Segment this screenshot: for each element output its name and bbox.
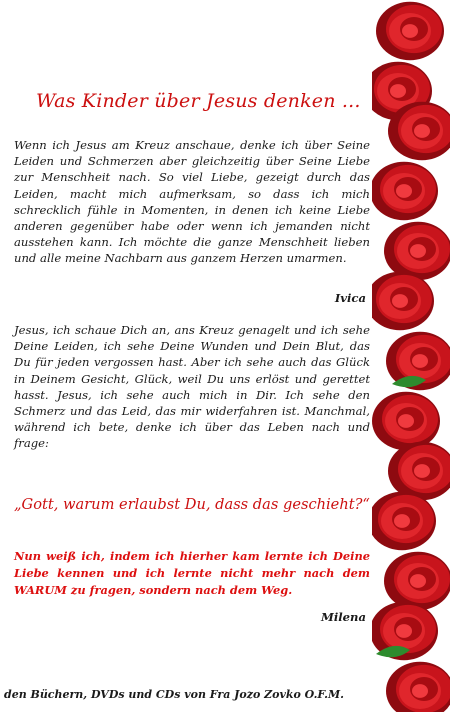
paragraph-milena: Jesus, ich schaue Dich an, ans Kreuz genagelt und ich sehe Deine Leiden, ich sehe Deine Wunden und Dein Blut, das Du für jeden vergossen hast. Aber ich sehe auch das Glück in Deinem Gesicht, Glück, weil Du uns erlöst und gerettet hasst. Jesus, ich sehe auch mich in Dir. Ich sehe den Schmerz und das Leid, das mir widerfahren ist. Manchmal, während ich bete, denke ich über das Leben nach und frage: xyxy=(14,323,370,451)
rose-icon xyxy=(372,492,436,550)
paragraph-ivica: Wenn ich Jesus am Kreuz anschaue, denke ich über Seine Leiden und Schmerzen aber gleichzeitig über Seine Liebe zur Menschheit nach. So viel Liebe, gezeigt durch das Leiden, macht mich aufmerksam, so dass ich mich schrecklich fühle in Momenten, in denen ich keine Liebe anderen gegenüber habe oder wenn ich jemanden nicht ausstehen kann. Ich möchte die ganze Menschheit lieben und alle meine Nachbarn aus ganzem Herzen umarmen. xyxy=(14,138,370,266)
rose-icon xyxy=(372,272,434,330)
footer-source: den Büchern, DVDs und CDs von Fra Jozo Zovko O.F.M. xyxy=(4,688,344,701)
rose-icon xyxy=(372,392,440,450)
rose-icon xyxy=(384,222,450,280)
rose-icon xyxy=(376,2,444,60)
signature-milena: Milena xyxy=(321,610,366,624)
rose-border-image xyxy=(372,0,450,712)
rose-icon xyxy=(388,442,450,500)
rose-icon xyxy=(384,552,450,610)
rose-icon xyxy=(386,662,450,712)
paragraph-red-emphasis: Nun weiß ich, indem ich hierher kam lernte ich Deine Liebe kennen und ich lernte nicht mehr nach dem WARUM zu fragen, sondern nach dem Weg. xyxy=(14,549,370,597)
document-title: Was Kinder über Jesus denken ... xyxy=(36,90,361,112)
signature-ivica: Ivica xyxy=(334,291,366,305)
roses-icon xyxy=(372,0,450,712)
quote-text: „Gott, warum erlaubst Du, dass das geschieht?“ xyxy=(14,496,370,513)
rose-icon xyxy=(372,162,438,220)
